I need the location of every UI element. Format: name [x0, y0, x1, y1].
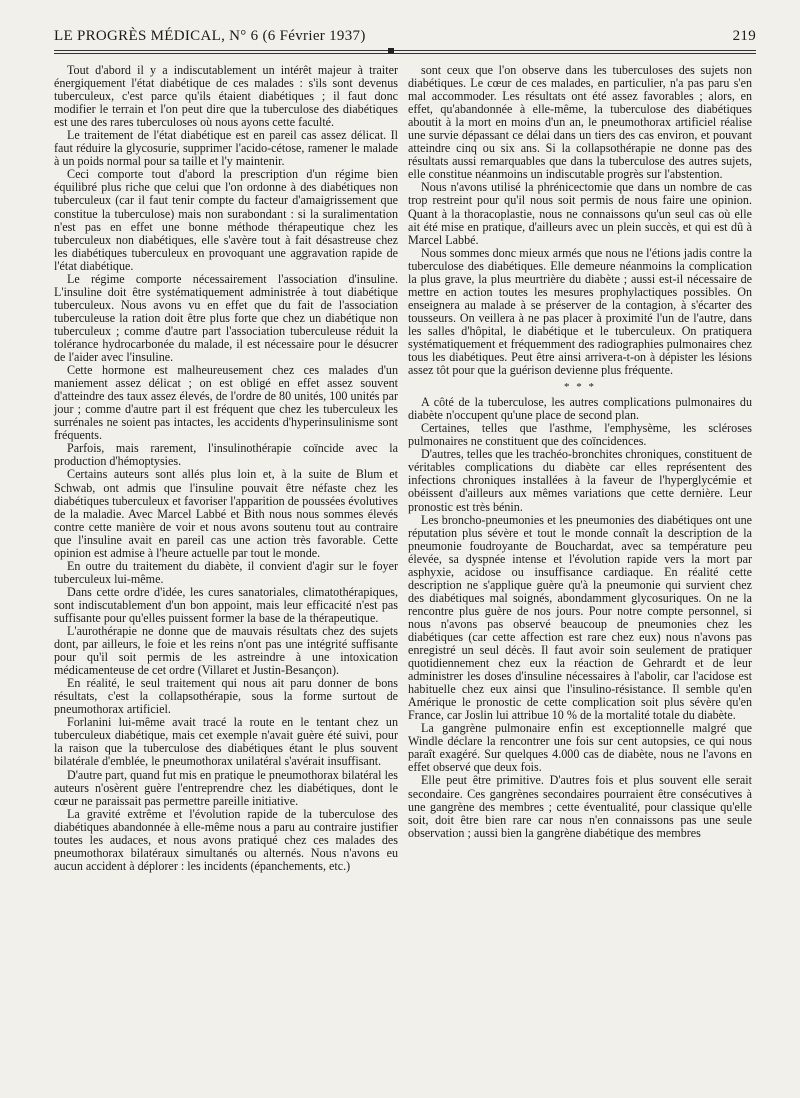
paragraph: D'autres, telles que les trachéo-bronchites chroniques, constituent de véritables complications du diabète car elles représentent des infections chroniques installées à la faveur de l'hyperglycémie et obéissent d'ailleurs aux mêmes variations que cette dernière. Leur pronostic est très bénin. — [408, 447, 752, 514]
paragraph: La gangrène pulmonaire enfin est exceptionnelle malgré que Windle déclare la rencontrer une fois sur cent autopsies, ce qui nous paraît exagéré. Sur quelques 4.000 cas de diabète, nous ne l'avons en effet observé que deux fois. — [408, 721, 752, 775]
journal-title: LE PROGRÈS MÉDICAL, N° 6 (6 Février 1937) — [54, 28, 366, 44]
paragraph: En outre du traitement du diabète, il convient d'agir sur le foyer tuberculeux lui-même. — [54, 558, 398, 586]
paragraph: La gravité extrême et l'évolution rapide de la tuberculose des diabétiques abandonnée à elle-même nous a paru au contraire justifier toutes les audaces, et nous avons pratiqué chez ces malades des pneumothorax bilatéraux simultanés ou alternés. Nous n'avons eu aucun accident à déplorer : les incidents (épanchements, etc.) — [54, 806, 398, 873]
paragraph: Forlanini lui-même avait tracé la route en le tentant chez un tuberculeux diabétique, mais cet exemple n'avait guère été suivi, pour la raison que la tuberculose des diabétiques étant le plus souvent bilatérale d'emblée, le pneumothorax unilatéral s'avérait insuffisant. — [54, 715, 398, 769]
paragraph: A côté de la tuberculose, les autres complications pulmonaires du diabète n'occupent qu'une place de second plan. — [408, 395, 752, 423]
header-rule — [54, 48, 756, 54]
paragraph: Elle peut être primitive. D'autres fois et plus souvent elle serait secondaire. Ces gangrènes secondaires pourraient être consécutives à une gangrène des membres ; cette éventualité, pour classique qu'elle soit, doit être bien rare car nous n'en connaissons pas une seule observation ; aussi bien la gangrène diabétique des membres — [408, 773, 752, 840]
paragraph: L'aurothérapie ne donne que de mauvais résultats chez des sujets dont, par ailleurs, le foie et les reins n'ont pas une intégrité suffisante pour qu'il soit permis de les astreindre à une intoxication médicamenteuse de cet ordre (Villaret et Justin-Besançon). — [54, 624, 398, 678]
paragraph: Nous sommes donc mieux armés que nous ne l'étions jadis contre la tuberculose des diabétiques. Elle demeure néanmoins la complication la plus grave, la plus meurtrière du diabète ; aussi est-il nécessaire de mettre en action toutes les mesures prophylactiques possibles. On enseignera au malade à se préserver de la contagion, à s'écarter des tousseurs. On veillera à ne pas placer à proximité l'un de l'autre, dans les salles d'hôpital, le diabétique et le tuberculeux. On pratiquera systématiquement et fréquemment des radiographies pulmonaires chez tous les diabétiques. Peut être ainsi arrivera-t-on à dépister les lésions assez tôt pour que la guérison devienne plus fréquente. — [408, 245, 752, 378]
section-break-asterisks: * * * — [564, 381, 596, 394]
paragraph: Les broncho-pneumonies et les pneumonies des diabétiques ont une réputation plus sévère et tout le monde connaît la description de la pneumonie foudroyante de Bouchardat, avec sa température peu élevée, sa dyspnée intense et l'évolution rapide vers la mort par asphyxie, acidose ou insuffisance cardiaque. En réalité cette description ne s'applique guère qu'à la pneumonie qui survient chez des diabétiques mal soignés, abondamment glycosuriques. On ne la rencontre plus guère de nos jours. Pour notre compte personnel, si nous n'avons pas observé beaucoup de pneumonies chez les diabétiques (car cette affection est rare chez eux) nous n'avons pas enregistré un seul décès. Il faut avoir soin seulement de pratiquer quotidiennement chez eux la réaction de Gehrardt et de leur administrer les doses d'insuline nécessaires à l'abolir, car l'acidose est habituelle chez eux ainsi que l'insulino-résistance. Il semble qu'en Amérique le pronostic de cette complication soit plus sévère qu'en France, car Joslin lui attribue 10 % de la mortalité totale du diabète. — [408, 512, 752, 723]
right-column — [408, 64, 752, 840]
paragraph: Certains auteurs sont allés plus loin et, à la suite de Blum et Schwab, ont admis que l'insuline pouvait être néfaste chez les diabétiques tuberculeux et favoriser l'apparition de poussées évolutives de la maladie. Avec Marcel Labbé et Bith nous nous sommes élevés contre cette manière de voir et nous avons soutenu tout au contraire que l'insuline avait en pareil cas une action très favorable. Cette opinion est admise à l'heure actuelle par tout le monde. — [54, 467, 398, 560]
paragraph: Tout d'abord il y a indiscutablement un intérêt majeur à traiter énergiquement l'état diabétique de ces malades : s'ils sont devenus tuberculeux, c'est parce qu'ils étaient diabétiques ; il faut donc modifier le terrain et l'on peut dire que la tuberculose des diabétiques est une des rares tuberculoses où nous ayons cette faculté. — [54, 63, 398, 130]
paragraph: En réalité, le seul traitement qui nous ait paru donner de bons résultats, c'est la collapsothérapie, sous la forme surtout de pneumothorax artificiel. — [54, 676, 398, 717]
paragraph: Le traitement de l'état diabétique est en pareil cas assez délicat. Il faut réduire la glycosurie, supprimer l'acido-cétose, ramener le malade à un poids normal pour sa taille et l'y maintenir. — [54, 128, 398, 169]
paragraph: Dans cette ordre d'idée, les cures sanatoriales, climatothérapiques, sont indiscutablement d'un bon appoint, mais leur efficacité n'est pas suffisante pour qu'elles puissent former la base de la thérapeutique. — [54, 584, 398, 625]
paragraph: D'autre part, quand fut mis en pratique le pneumothorax bilatéral les auteurs n'osèrent guère l'entreprendre chez les diabétiques, dont le cœur ne paraissait pas permettre pareille initiative. — [54, 767, 398, 808]
paragraph: Cette hormone est malheureusement chez ces malades d'un maniement assez délicat ; on est obligé en effet assez souvent d'atteindre des taux assez élevés, de l'ordre de 80 unités, 100 unités par jour ; comme d'autre part il est fréquent que chez les tuberculeux les surrénales ne soient pas intactes, les accidents d'hyperinsulinisme sont fréquents. — [54, 363, 398, 443]
paragraph: sont ceux que l'on observe dans les tuberculoses des sujets non diabétiques. Le cœur de ces malades, en particulier, n'a pas paru s'en mal accommoder. Les résultats ont été assez favorables ; alors, en effet, qu'abandonnée à elle-même, la tuberculose des diabétiques aboutit à la mort en moins d'un an, le pneumothorax artificiel réalise une survie dépassant ce délai dans un tiers des cas environ, et pouvant atteindre cinq ou six ans. Si la collapsothérapie ne donne pas des résultats aussi remarquables que dans la tuberculose des autres sujets, elle constitue néanmoins un indiscutable progrès sur l'abstention. — [408, 63, 752, 182]
left-column — [54, 64, 398, 873]
page-number: 219 — [732, 28, 756, 44]
paragraph: Le régime comporte nécessairement l'association d'insuline. L'insuline doit être systématiquement administrée à tout diabétique tuberculeux. Nous avons vu en effet que du fait de l'association tuberculeuse la ration doit être plus forte que chez un diabétique non tuberculeux ; comme d'autre part l'association tuberculeuse réduit la tolérance hydrocarbonée du malade, il est nécessaire pour le désucrer de l'aider avec l'insuline. — [54, 271, 398, 365]
paragraph: Nous n'avons utilisé la phrénicectomie que dans un nombre de cas trop restreint pour qu'il nous soit permis de nous faire une opinion. Quant à la thoracoplastie, nous ne connaissons qu'un seul cas où elle ait été mise en pratique, d'ailleurs avec un plein succès, et qui est dû à Marcel Labbé. — [408, 180, 752, 247]
rule-ornament — [388, 48, 394, 53]
paragraph: Certaines, telles que l'asthme, l'emphysème, les scléroses pulmonaires ne constituent que des coïncidences. — [408, 421, 752, 449]
paragraph: Ceci comporte tout d'abord la prescription d'un régime bien équilibré plus riche que celui que l'on ordonne à des diabétiques non tuberculeux (car il faut tenir compte du facteur d'amaigrissement que constitue la tuberculose) mais non surabondant : si la suralimentation n'est pas en effet une bonne méthode thérapeutique chez les tuberculeux non diabétiques, elle s'avère tout à fait désastreuse chez les diabétiques tuberculeux en provoquant une aggravation rapide de l'état diabétique. — [54, 167, 398, 273]
paragraph: Parfois, mais rarement, l'insulinothérapie coïncide avec la production d'hémoptysies. — [54, 441, 398, 469]
